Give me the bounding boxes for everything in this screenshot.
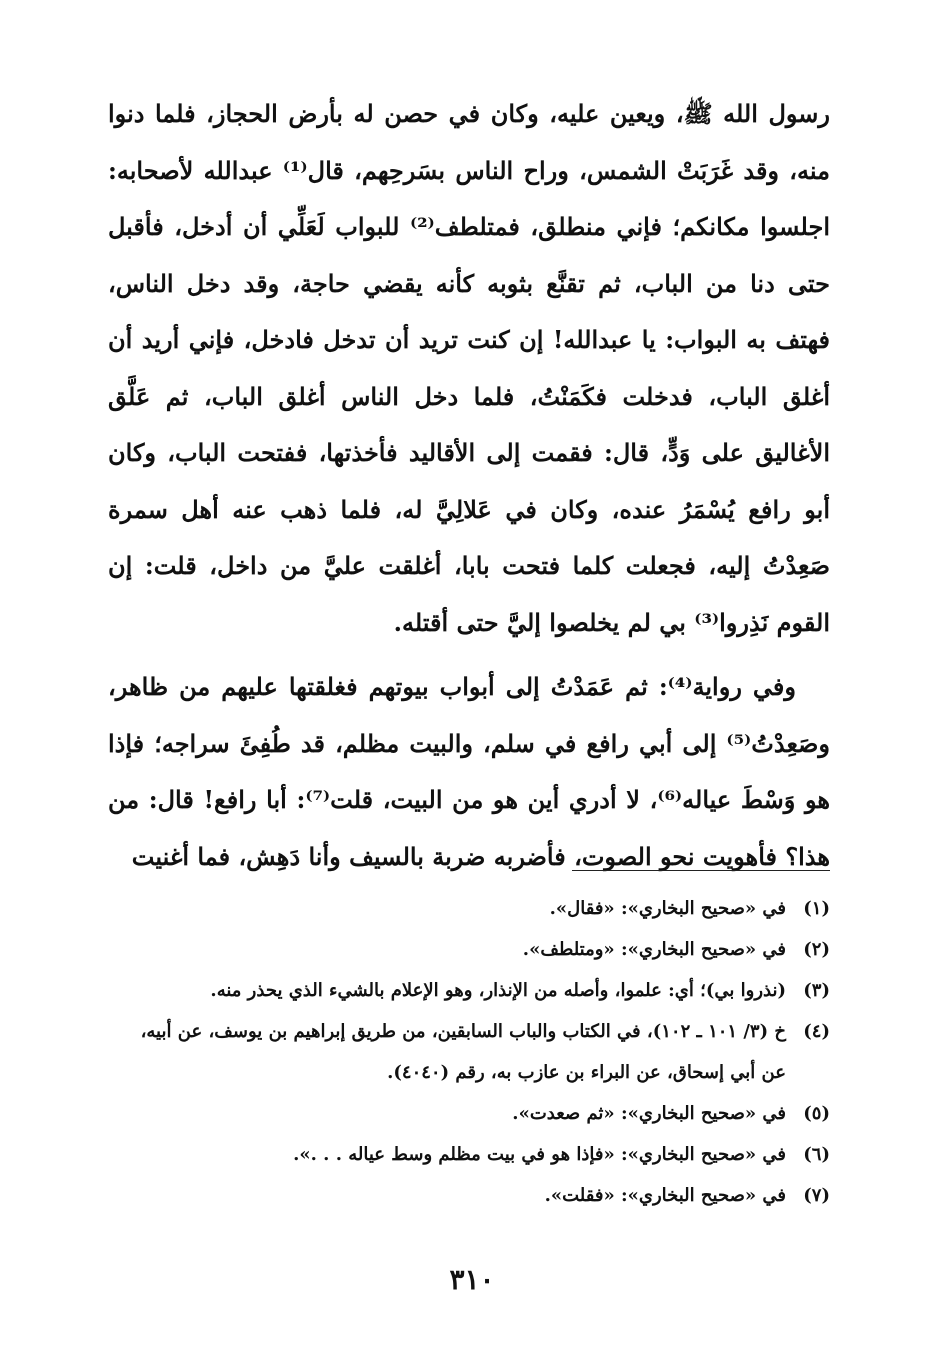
body-paragraph-2: وفي رواية⁽⁴⁾: ثم عَمَدْتُ إلى أبواب بيوتهم فغلقتها عليهم من ظاهر، وصَعِدْتُ⁽⁵⁾ إلى أبي رافع في سلم، والبيت مظلم، قد طُفِئَ سراجه؛ فإذا هو وَسْطَ عياله⁽⁶⁾، لا أدري أين هو من البيت، قلت⁽⁷⁾: أبا رافع! قال: من هذا؟ فأهويت نحو الصوت، فأضربه ضربة بالسيف وأنا دَهِش، فما أغنيت xyxy=(108,672,830,871)
footnote-7 xyxy=(118,1175,830,1216)
footnote-text: (نذروا بي)؛ أي: علموا، وأصله من الإنذار، وهو الإعلام بالشيء الذي يحذر منه. xyxy=(210,980,786,1001)
footnote-text: في «صحيح البخاري»: «فإذا هو في بيت مظلم وسط عياله . . .». xyxy=(293,1144,786,1165)
footnote-1 xyxy=(118,888,830,929)
footnote-number: (٢) xyxy=(803,939,830,960)
footnote-number: (٣) xyxy=(803,980,830,1001)
footnote-text: في «صحيح البخاري»: «فقال». xyxy=(549,898,786,919)
footnote-4 xyxy=(118,1011,830,1093)
footnote-text: في «صحيح البخاري»: «فقلت». xyxy=(544,1185,786,1206)
footnote-5 xyxy=(118,1093,830,1134)
footnote-text: خ (٣/ ١٠١ ـ ١٠٢)، في الكتاب والباب السابقين، من طريق إبراهيم بن يوسف، عن أبيه، عن أبي إسحاق، عن البراء بن عازب به، رقم (٤٠٤٠). xyxy=(140,1021,786,1083)
footnote-text: في «صحيح البخاري»: «ثم صعدت». xyxy=(512,1103,786,1124)
footnote-text: في «صحيح البخاري»: «ومتلطف». xyxy=(522,939,786,960)
footnote-6 xyxy=(118,1134,830,1175)
footnote-3 xyxy=(118,970,830,1011)
page-number: ٣١٠ xyxy=(449,1263,495,1296)
footnote-number: (٥) xyxy=(803,1103,830,1124)
footnote-number: (٧) xyxy=(803,1185,830,1206)
footnote-number: (٤) xyxy=(803,1021,830,1042)
footnote-2 xyxy=(118,929,830,970)
body-paragraph-1: رسول الله ﷺ، ويعين عليه، وكان في حصن له بأرض الحجاز، فلما دنوا منه، وقد غَرَبَتْ الشمس، وراح الناس بسَرحِهم، قال⁽¹⁾ عبدالله لأصحابه: اجلسوا مكانكم؛ فإني منطلق، فمتلطف⁽²⁾ للبواب لَعَلِّي أن أدخل، فأقبل حتى دنا من الباب، ثم تقنَّع بثوبه كأنه يقضي حاجة، وقد دخل الناس، فهتف به البواب: يا عبدالله! إن كنت تريد أن تدخل فادخل، فإني أريد أن أغلق الباب، فدخلت فكَمَنْتُ، فلما دخل الناس أغلق الباب، ثم عَلَّق الأغاليق على وَدٍّ، قال: فقمت إلى الأقاليد فأخذتها، ففتحت الباب، وكان أبو رافع يُسْمَرُ عنده، وكان في عَلالِيَّ له، فلما ذهب عنه أهل سمرة صَعِدْتُ إليه، فجعلت كلما فتحت بابا، أغلقت عليَّ من داخل، قلت: إن القوم نَذِروا⁽³⁾ بي لم يخلصوا إليَّ حتى أقتله. xyxy=(108,99,831,637)
footnotes xyxy=(118,888,830,1216)
footnote-number: (١) xyxy=(803,898,830,919)
footnote-separator xyxy=(572,870,830,871)
main-text xyxy=(108,86,830,885)
footnote-number: (٦) xyxy=(803,1144,830,1165)
